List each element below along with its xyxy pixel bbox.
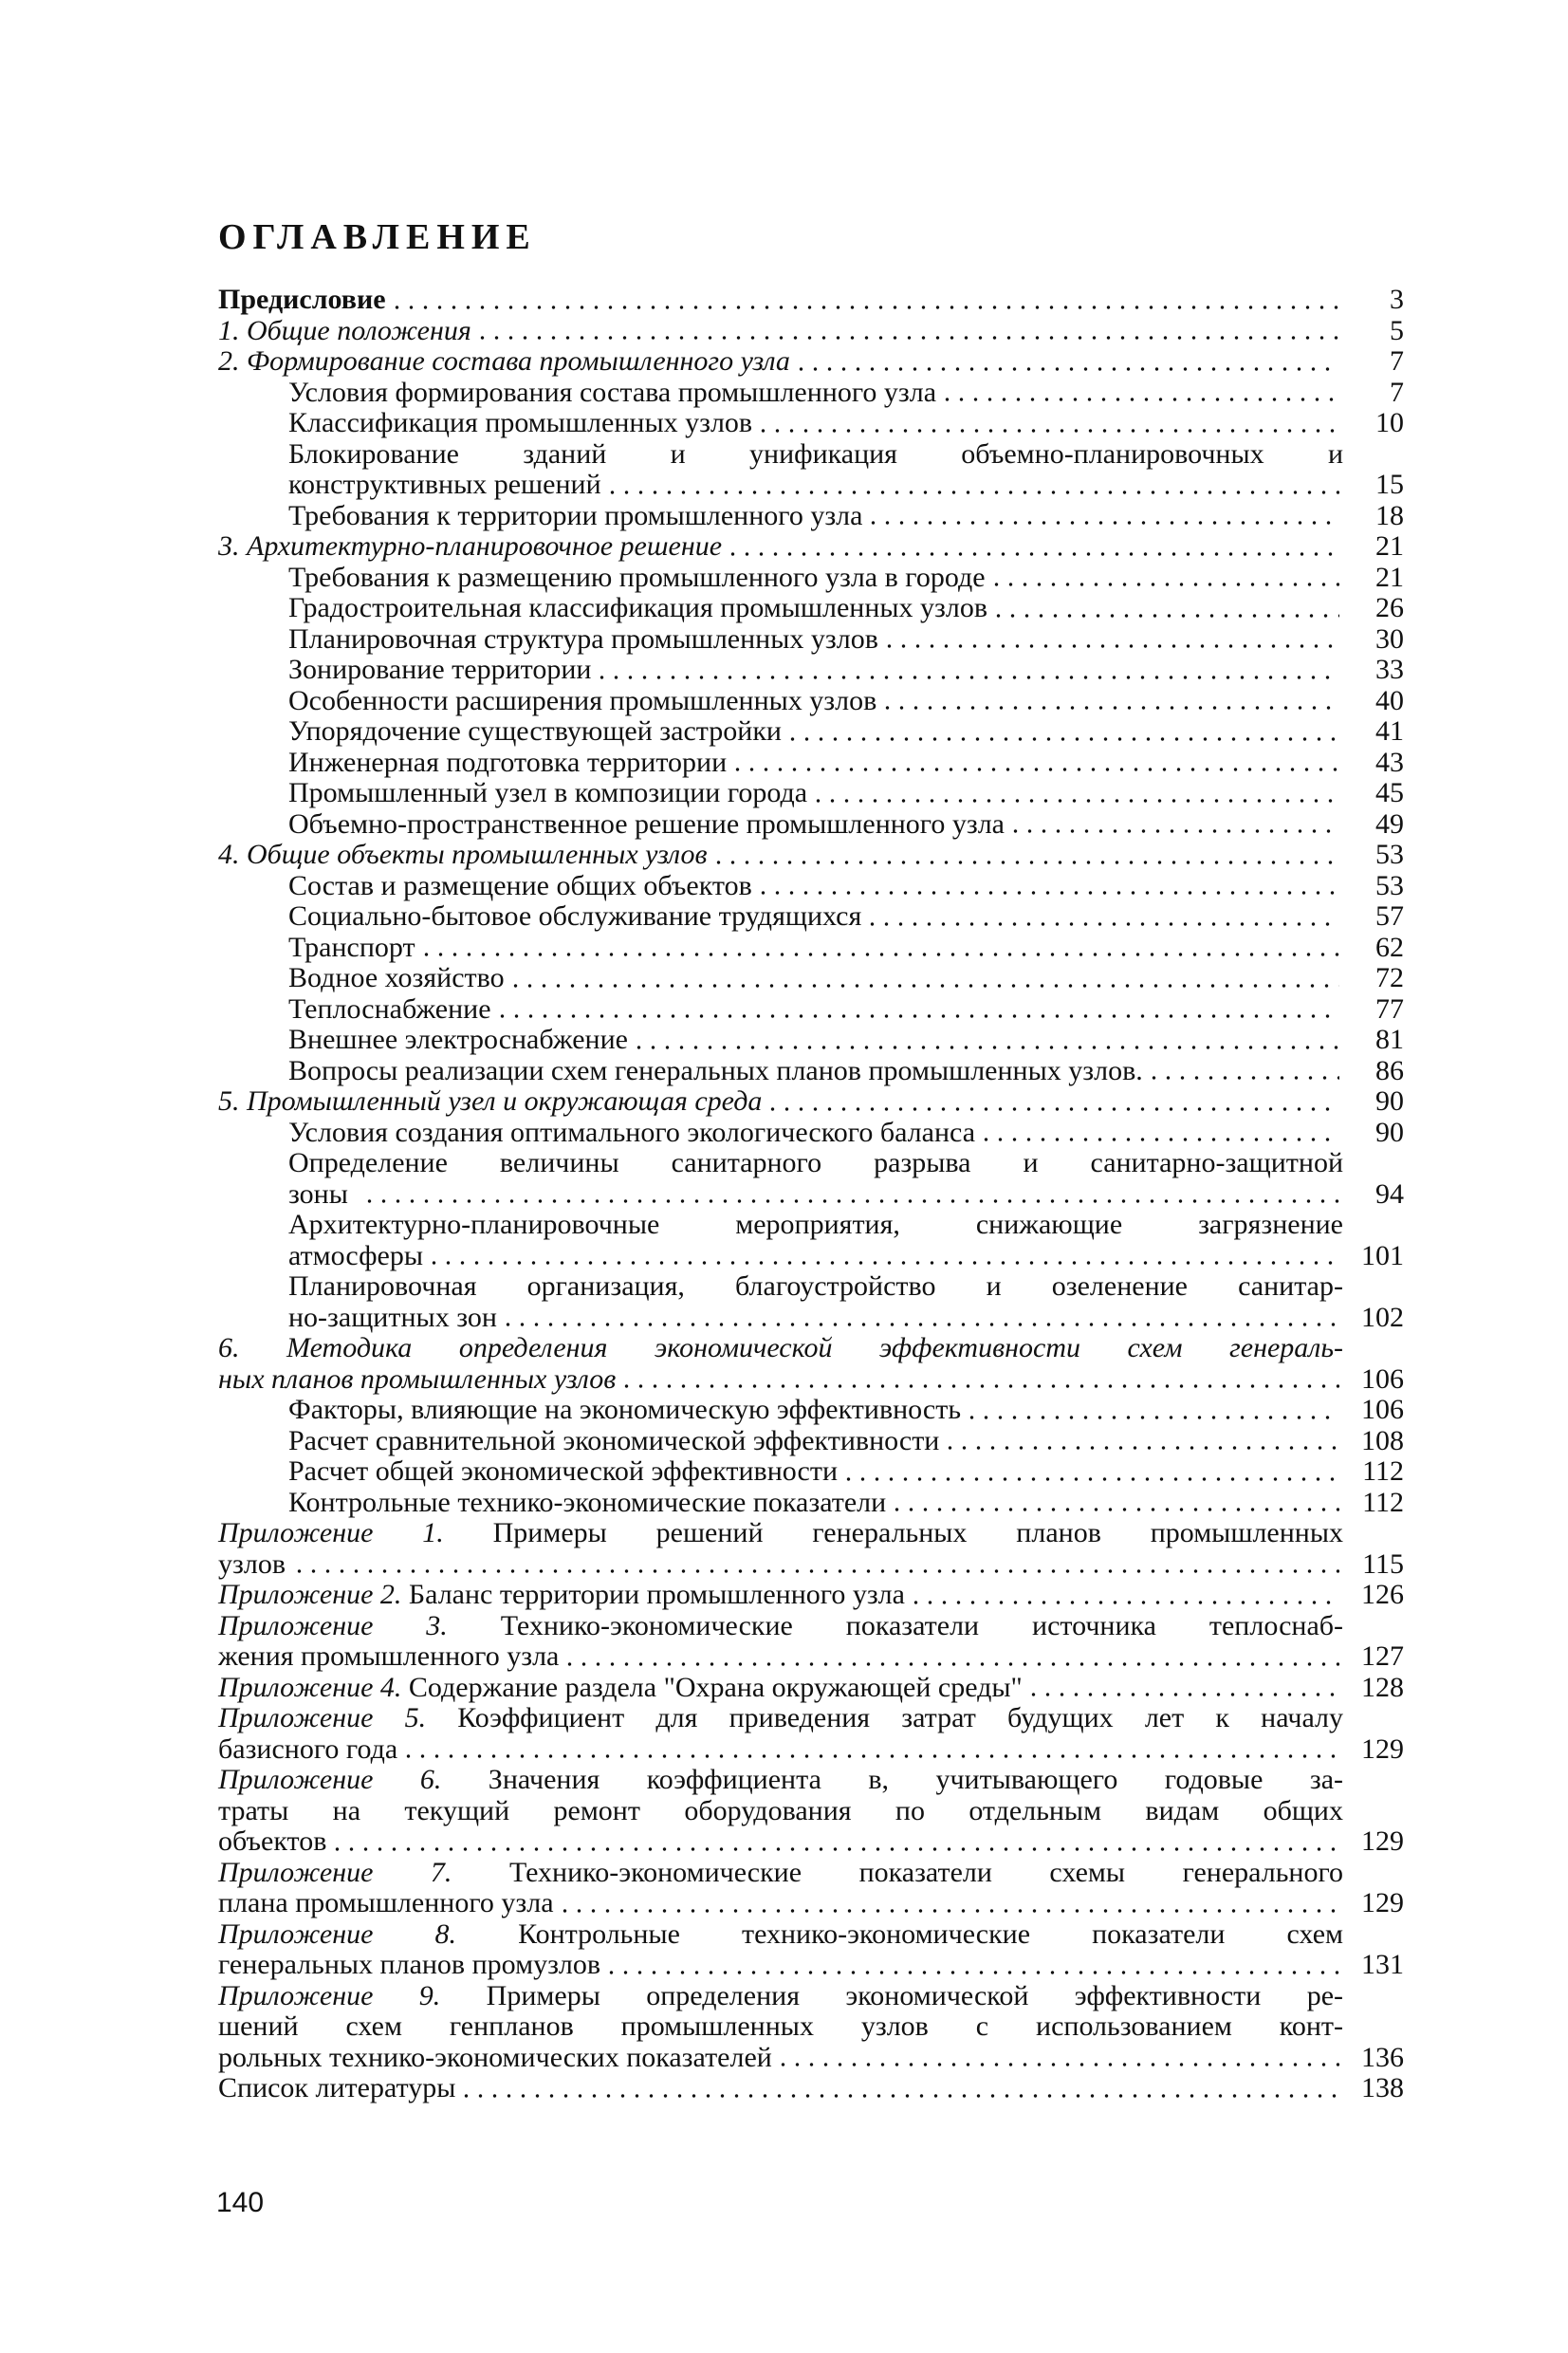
toc-entry-title [218, 285, 1343, 316]
dot-leader [841, 1477, 1339, 1481]
table-of-contents [218, 285, 1404, 2104]
toc-entry [218, 1056, 1404, 1087]
toc-entry-title [288, 437, 1343, 501]
toc-entry-text: конструктивных решений [288, 469, 601, 500]
toc-entry-text: Приложение 2. Баланс территории промышленного узла [218, 1579, 905, 1610]
dot-leader [991, 614, 1339, 618]
toc-page-number: 3 [1390, 284, 1404, 315]
toc-entry [218, 686, 1404, 717]
dot-leader [390, 306, 1339, 309]
appendix-label: Приложение 3. [218, 1609, 501, 1641]
toc-page-number: 94 [1375, 1177, 1404, 1210]
toc-entry-title [288, 1025, 1343, 1056]
dot-leader [495, 1014, 1339, 1018]
toc-page-number: 86 [1375, 1054, 1404, 1086]
toc-entry-title [218, 2073, 1343, 2104]
toc-entry [218, 1456, 1404, 1488]
toc-entry-text: Условия создания оптимального экологического баланса [288, 1116, 976, 1148]
toc-entry-text: жения промышленного узла [218, 1640, 560, 1672]
toc-entry-text: Классификация промышленных узлов [288, 407, 753, 438]
toc-entry-text: 4. Общие объекты промышленных узлов [218, 839, 708, 870]
toc-entry [218, 1148, 1404, 1210]
toc-entry-title [218, 531, 1343, 563]
toc-entry [218, 1981, 1404, 2074]
toc-page-number: 102 [1361, 1301, 1404, 1333]
dot-leader [619, 1384, 1339, 1388]
toc-page-number: 112 [1362, 1486, 1404, 1518]
toc-entry-title [288, 1488, 1343, 1519]
toc-entry-title [288, 1056, 1343, 1087]
toc-entry-line: Блокирование зданий и унификация объемно-планировочных и [288, 437, 1343, 470]
dot-leader [501, 1323, 1339, 1326]
toc-entry-text: 5. Промышленный узел и окружающая среда [218, 1085, 763, 1117]
dot-leader [427, 1261, 1339, 1265]
toc-entry-text: Расчет сравнительной экономической эффективности [288, 1424, 940, 1456]
toc-entry-line: Приложение 5. Коэффициент для приведения затрат будущих лет к началу [218, 1702, 1343, 1733]
toc-entry [218, 963, 1404, 994]
toc-entry-text: Предисловие [218, 284, 386, 315]
toc-entry [218, 285, 1404, 316]
toc-page-number: 90 [1375, 1085, 1404, 1117]
toc-entry-line: 6. Методика определения экономической эффективности схем генераль- [218, 1332, 1343, 1363]
toc-entry-line: Приложение 8. Контрольные технико-экономические показатели схем [218, 1918, 1343, 1950]
appendix-label: Приложение 9. [218, 1979, 487, 2011]
toc-entry [218, 563, 1404, 594]
toc-entry-title [218, 840, 1343, 871]
dot-leader [401, 1754, 1339, 1758]
toc-entry-title [218, 1671, 1343, 1704]
toc-page-number: 53 [1375, 839, 1404, 870]
toc-entry [218, 871, 1404, 902]
toc-entry-title: Приложение 1. Примеры решений генеральных планов промышленных узлов [218, 1517, 1343, 1580]
appendix-label: Приложение 7. [218, 1856, 509, 1888]
toc-entry-text: генеральных планов промузлов [218, 1949, 601, 1980]
toc-page-number: 115 [1362, 1547, 1404, 1580]
toc-entry-text: Требования к территории промышленного узла [288, 499, 863, 531]
toc-entry-line: Приложение 6. Значения коэффициента в, учитывающего годовые за- [218, 1764, 1344, 1795]
toc-entry-text: Особенности расширения промышленных узлов [288, 684, 877, 716]
appendix-label: Приложение 2. [218, 1579, 409, 1610]
toc-page-number: 112 [1362, 1455, 1404, 1487]
toc-page-number: 10 [1375, 407, 1404, 438]
toc-entry [218, 593, 1404, 624]
toc-entry [218, 1919, 1404, 1981]
toc-entry-text: Теплоснабжение [288, 992, 491, 1025]
toc-entry-text: Условия формирования состава промышленного узла [288, 376, 937, 408]
dot-leader [508, 984, 1339, 988]
toc-page-number: 53 [1375, 869, 1404, 901]
dot-leader [419, 953, 1339, 956]
dot-leader [459, 2094, 1339, 2098]
toc-entry [218, 1025, 1404, 1056]
page-title: ОГЛАВЛЕНИЕ [218, 217, 537, 257]
toc-entry-line: Приложение 3. Технико-экономические показатели источника теплоснаб- [218, 1609, 1344, 1641]
toc-page-number: 7 [1390, 376, 1404, 408]
dot-leader [292, 1569, 1339, 1573]
toc-entry-line: траты на текущий ремонт оборудования по отдельным видам общих [218, 1794, 1343, 1826]
toc-entry [218, 933, 1404, 964]
toc-entry-title: Определение величины санитарного разрыва и санитарно-защитной зоны [288, 1147, 1343, 1210]
toc-entry-text: 2. Формирование состава промышленного узла [218, 345, 790, 377]
toc-entry-text: Расчет общей экономической эффективности [288, 1455, 838, 1487]
toc-page-number: 126 [1361, 1579, 1404, 1610]
dot-leader [595, 676, 1339, 679]
toc-page-number: 15 [1375, 469, 1404, 500]
toc-page-number: 33 [1375, 654, 1404, 685]
toc-page-number: 136 [1361, 2041, 1404, 2073]
dot-leader [730, 768, 1339, 771]
dot-leader [362, 1199, 1339, 1203]
toc-entry-title [288, 1118, 1343, 1149]
toc-entry-title [288, 686, 1343, 717]
dot-leader [558, 1909, 1339, 1913]
toc-entry [218, 1395, 1404, 1426]
toc-entry-text: Объемно-пространственное решение промышленного узла [288, 807, 1005, 840]
dot-leader [711, 861, 1339, 864]
toc-entry-title [288, 809, 1343, 841]
toc-page-number: 41 [1375, 715, 1404, 747]
toc-page-number: 129 [1361, 1825, 1404, 1857]
dot-leader [979, 1138, 1339, 1141]
toc-entry [218, 439, 1404, 501]
toc-entry [218, 1488, 1404, 1519]
toc-entry-text: Инженерная подготовка территории [288, 746, 728, 778]
dot-leader [1008, 829, 1339, 833]
toc-entry-text: Внешнее электроснабжение [288, 1024, 628, 1055]
toc-page-number: 129 [1361, 1887, 1404, 1918]
toc-entry-title [288, 1395, 1343, 1426]
toc-entry-text: но-защитных зон [288, 1301, 497, 1333]
toc-entry-text: атмосферы [288, 1239, 423, 1271]
toc-entry-title [288, 655, 1343, 686]
toc-entry-text: Приложение 4. Содержание раздела "Охрана окружающей среды" [218, 1671, 1023, 1703]
toc-entry-title [288, 408, 1343, 439]
toc-entry [218, 840, 1404, 871]
toc-entry-title [288, 748, 1343, 779]
toc-entry-text: плана промышленного узла [218, 1887, 554, 1918]
dot-leader [604, 1971, 1339, 1974]
toc-entry-title [218, 1764, 1344, 1858]
toc-page-number: 72 [1375, 962, 1404, 993]
dot-leader [475, 336, 1339, 340]
toc-entry-text: Упорядочение существующей застройки [288, 715, 782, 747]
toc-page-number: 131 [1361, 1949, 1404, 1980]
toc-entry-line: Приложение 1. Примеры решений генеральных планов промышленных [218, 1517, 1343, 1548]
toc-entry [218, 1703, 1404, 1765]
toc-entry [218, 1765, 1404, 1858]
toc-entry [218, 778, 1404, 809]
toc-entry [218, 624, 1404, 656]
appendix-label: Приложение 6. [218, 1764, 489, 1795]
toc-page-number: 138 [1361, 2072, 1404, 2103]
dot-leader [943, 1446, 1339, 1450]
toc-page-number: 49 [1375, 807, 1404, 840]
toc-entry-title [288, 901, 1343, 933]
toc-entry-title [218, 1086, 1343, 1118]
toc-page-number: 108 [1361, 1424, 1404, 1456]
dot-leader [865, 922, 1339, 926]
toc-entry-text: Социально-бытовое обслуживание трудящихся [288, 900, 862, 932]
toc-page-number: 90 [1375, 1116, 1404, 1148]
dot-leader [909, 1601, 1339, 1604]
toc-page-number: 128 [1361, 1671, 1404, 1703]
toc-entry-title [218, 1609, 1344, 1673]
toc-entry [218, 655, 1404, 686]
toc-entry-title [218, 1332, 1343, 1395]
toc-entry [218, 1333, 1404, 1395]
toc-entry-text: Состав и размещение общих объектов [288, 869, 752, 901]
dot-leader [890, 1508, 1339, 1511]
toc-entry-text: Факторы, влияющие на экономическую эффективность [288, 1394, 962, 1425]
page-number: 140 [216, 2187, 265, 2218]
toc-entry-title [288, 933, 1343, 964]
toc-page-number: 18 [1375, 499, 1404, 531]
toc-page-number: 21 [1375, 530, 1404, 562]
toc-page-number: 62 [1375, 931, 1404, 963]
toc-entry-title [288, 1456, 1343, 1488]
toc-entry-line: шений схем генпланов промышленных узлов с использованием конт- [218, 2010, 1343, 2042]
toc-page-number: 7 [1390, 345, 1404, 377]
toc-entry-title [288, 963, 1343, 994]
toc-entry-title [288, 378, 1343, 409]
toc-entry-title [218, 1856, 1344, 1919]
toc-page-number: 106 [1361, 1362, 1404, 1395]
toc-entry-line: Приложение 9. Примеры определения экономической эффективности ре- [218, 1979, 1343, 2011]
toc-entry-title [288, 501, 1343, 532]
toc-page-number: 21 [1375, 561, 1404, 593]
dot-leader [766, 1107, 1339, 1111]
appendix-label: Приложение 8. [218, 1918, 519, 1950]
dot-leader [632, 1046, 1339, 1049]
toc-page-number: 127 [1361, 1640, 1404, 1672]
toc-entry [218, 1086, 1404, 1118]
toc-entry-title [218, 1702, 1343, 1765]
toc-entry-title [218, 346, 1343, 378]
toc-entry [218, 994, 1404, 1026]
toc-entry-text: Вопросы реализации схем генеральных планов промышленных узлов. [288, 1054, 1143, 1086]
toc-page-number: 30 [1375, 622, 1404, 655]
toc-entry [218, 531, 1404, 563]
dot-leader [1026, 1693, 1339, 1696]
toc-entry-title [288, 1426, 1343, 1457]
toc-entry [218, 1580, 1404, 1611]
toc-entry [218, 748, 1404, 779]
toc-entry-text: Контрольные технико-экономические показатели [288, 1486, 887, 1518]
toc-page-number: 81 [1375, 1024, 1404, 1055]
toc-entry-line: Определение величины санитарного разрыва и санитарно-защитной [288, 1147, 1343, 1178]
toc-entry-title [288, 716, 1343, 748]
dot-leader [726, 552, 1339, 556]
toc-entry [218, 316, 1404, 347]
dot-leader [880, 706, 1339, 710]
toc-entry [218, 1611, 1404, 1673]
toc-entry-title [288, 563, 1343, 594]
toc-entry [218, 1673, 1404, 1704]
toc-entry-text: Водное хозяйство [288, 962, 505, 993]
dot-leader [965, 1416, 1339, 1419]
dot-leader [605, 491, 1339, 494]
toc-entry-title [218, 1979, 1343, 2074]
appendix-label: Приложение 1. [218, 1517, 493, 1548]
toc-page-number: 129 [1361, 1732, 1404, 1765]
toc-entry-text: Планировочная структура промышленных узлов [288, 622, 878, 655]
toc-entry-text: Градостроительная классификация промышленных узлов [288, 592, 988, 623]
toc-entry-title [288, 994, 1343, 1026]
toc-page-number: 5 [1390, 314, 1404, 346]
toc-entry [218, 346, 1404, 378]
toc-entry-text: рольных технико-экономических показателей [218, 2041, 772, 2073]
toc-entry [218, 1118, 1404, 1149]
appendix-label: Приложение 4. [218, 1671, 409, 1703]
toc-entry-title [218, 1918, 1343, 1981]
toc-entry-title [288, 871, 1343, 902]
toc-entry-text: Зонирование территории [288, 654, 592, 685]
dot-leader [811, 799, 1339, 803]
toc-page-number: 57 [1375, 900, 1404, 932]
appendix-label: Приложение 5. [218, 1702, 458, 1733]
toc-page-number: 77 [1375, 992, 1404, 1025]
toc-entry [218, 378, 1404, 409]
toc-entry [218, 501, 1404, 532]
dot-leader [330, 1847, 1339, 1851]
dot-leader [882, 644, 1339, 648]
toc-entry-text: ных планов промышленных узлов [218, 1362, 617, 1395]
dot-leader [756, 891, 1339, 895]
dot-leader [989, 583, 1339, 586]
toc-entry-title [288, 593, 1343, 624]
toc-entry-text: Транспорт [288, 931, 415, 963]
toc-entry-text: Промышленный узел в композиции города [288, 777, 808, 808]
toc-entry [218, 1518, 1404, 1580]
dot-leader [1147, 1076, 1339, 1080]
toc-page-number: 26 [1375, 592, 1404, 623]
toc-entry-title [218, 1579, 1343, 1611]
dot-leader [563, 1662, 1339, 1666]
dot-leader [756, 429, 1339, 433]
toc-entry-title [218, 316, 1343, 347]
toc-page-number: 40 [1375, 684, 1404, 716]
toc-entry [218, 1210, 1404, 1271]
toc-entry [218, 809, 1404, 841]
toc-entry-title [288, 1209, 1343, 1271]
toc-entry-text: 1. Общие положения [218, 314, 471, 346]
toc-entry-text: базисного года [218, 1732, 398, 1765]
toc-entry [218, 716, 1404, 748]
toc-entry [218, 1271, 1404, 1333]
toc-entry-line: Архитектурно-планировочные мероприятия, снижающие загрязнение [288, 1209, 1343, 1240]
toc-entry-line: Планировочная организация, благоустройство и озеленение санитар- [288, 1270, 1343, 1302]
toc-entry [218, 1858, 1404, 1919]
toc-page-number: 106 [1361, 1394, 1404, 1425]
dot-leader [776, 2063, 1339, 2066]
toc-entry-title [288, 1270, 1343, 1333]
toc-entry-text: объектов [218, 1825, 327, 1857]
toc-page-number: 101 [1361, 1239, 1404, 1271]
toc-entry-line: Приложение 7. Технико-экономические показатели схемы генерального [218, 1856, 1344, 1888]
toc-page-number: 43 [1375, 746, 1404, 778]
dot-leader [794, 367, 1339, 371]
toc-entry [218, 2073, 1404, 2104]
dot-leader [940, 398, 1339, 401]
dot-leader [785, 737, 1339, 741]
toc-entry [218, 1426, 1404, 1457]
toc-entry-title [288, 624, 1343, 656]
toc-entry [218, 901, 1404, 933]
dot-leader [866, 521, 1339, 525]
toc-entry-text: Требования к размещению промышленного узла в городе [288, 561, 986, 593]
toc-entry-title [288, 778, 1343, 809]
toc-entry [218, 408, 1404, 439]
toc-entry-text: Список литературы [218, 2072, 456, 2103]
toc-page-number: 45 [1375, 777, 1404, 808]
toc-entry-text: 3. Архитектурно-планировочное решение [218, 530, 723, 562]
